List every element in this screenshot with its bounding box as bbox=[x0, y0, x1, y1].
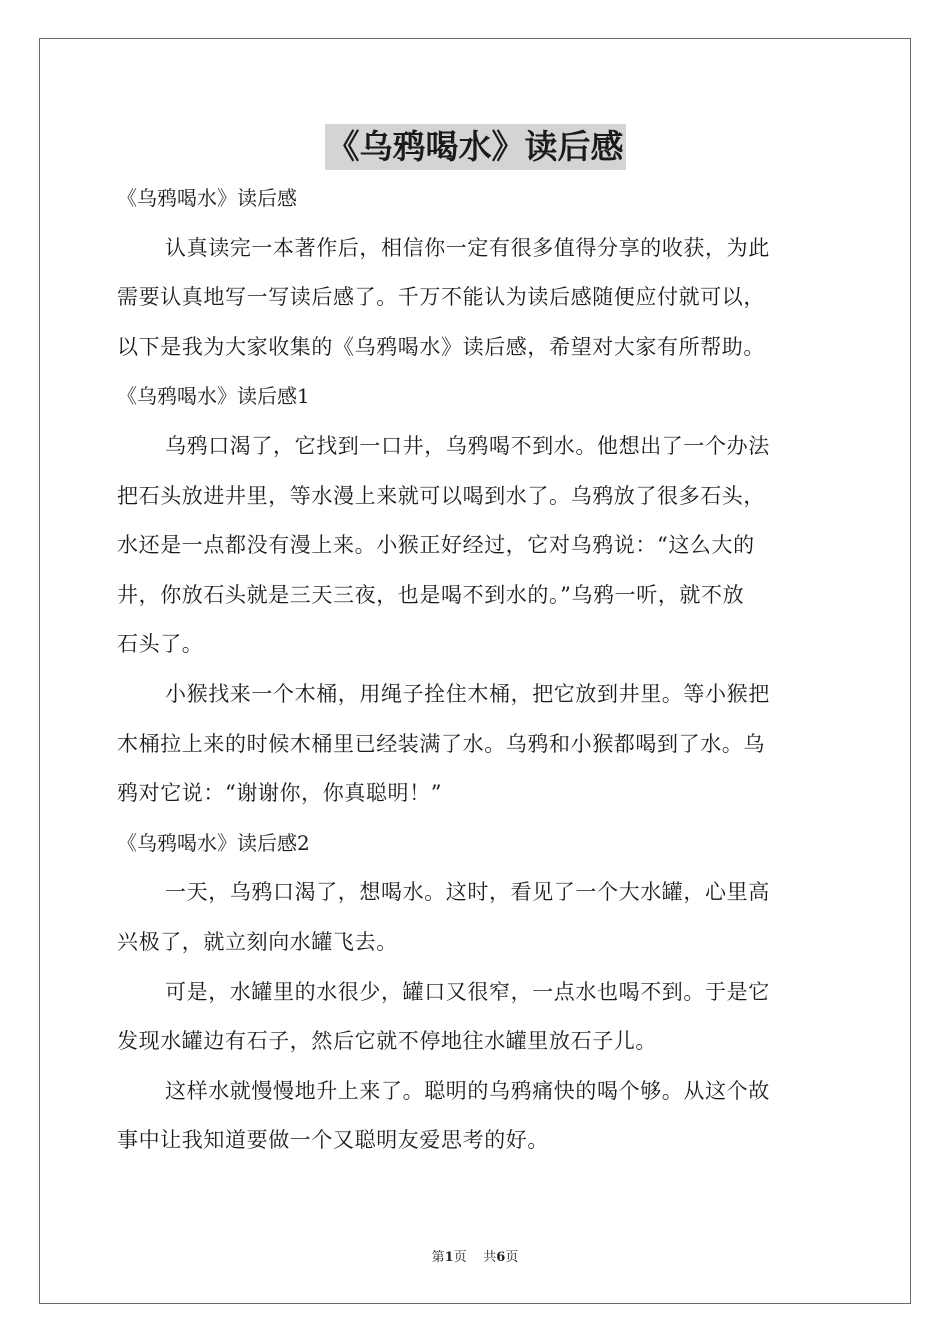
text-line: 可是，水罐里的水很少，罐口又很窄，一点水也喝不到。于是它 bbox=[165, 979, 770, 1004]
text-line: 需要认真地写一写读后感了。千万不能认为读后感随便应付就可以， bbox=[117, 285, 765, 310]
text-line: 认真读完一本著作后，相信你一定有很多值得分享的收获，为此 bbox=[165, 235, 770, 260]
page-total-count: 6 bbox=[496, 1250, 506, 1265]
section-heading: 《乌鸦喝水》读后感1 bbox=[117, 384, 310, 409]
page-number-prefix: 第 bbox=[431, 1250, 445, 1265]
text-line: 事中让我知道要做一个又聪明友爱思考的好。 bbox=[117, 1128, 549, 1153]
text-line: 鸦对它说：“谢谢你，你真聪明！” bbox=[117, 781, 443, 806]
text-line: 井，你放石头就是三天三夜，也是喝不到水的。”乌鸦一听，就不放 bbox=[117, 582, 745, 607]
text-line: 水还是一点都没有漫上来。小猴正好经过，它对乌鸦说：“这么大的 bbox=[117, 533, 755, 558]
page-total-suffix: 页 bbox=[505, 1250, 519, 1265]
text-line: 乌鸦口渴了，它找到一口井，乌鸦喝不到水。他想出了一个办法 bbox=[165, 433, 770, 458]
text-line: 兴极了，就立刻向水罐飞去。 bbox=[117, 929, 398, 954]
text-line: 木桶拉上来的时候木桶里已经装满了水。乌鸦和小猴都喝到了水。乌 bbox=[117, 731, 765, 756]
document-body bbox=[117, 174, 833, 1166]
text-line: 以下是我为大家收集的《乌鸦喝水》读后感，希望对大家有所帮助。 bbox=[117, 334, 765, 359]
text-line: 发现水罐边有石子，然后它就不停地往水罐里放石子儿。 bbox=[117, 1029, 657, 1054]
section-heading: 《乌鸦喝水》读后感 bbox=[117, 186, 297, 210]
text-line: 石头了。 bbox=[117, 632, 204, 657]
page-number-current: 1 bbox=[444, 1250, 454, 1265]
text-line: 把石头放进井里，等水漫上来就可以喝到水了。乌鸦放了很多石头， bbox=[117, 483, 765, 508]
page-title: 《乌鸦喝水》读后感 bbox=[325, 124, 626, 170]
section-heading: 《乌鸦喝水》读后感2 bbox=[117, 830, 310, 855]
page-number-suffix: 页 bbox=[453, 1250, 467, 1265]
text-line: 这样水就慢慢地升上来了。聪明的乌鸦痛快的喝个够。从这个故 bbox=[165, 1078, 770, 1103]
text-line: 小猴找来一个木桶，用绳子拴住木桶，把它放到井里。等小猴把 bbox=[165, 681, 770, 706]
page-total-prefix: 共 bbox=[483, 1250, 497, 1265]
page-footer bbox=[0, 1246, 950, 1265]
text-line: 一天，乌鸦口渴了，想喝水。这时，看见了一个大水罐，心里高 bbox=[165, 880, 770, 905]
title-container bbox=[0, 124, 950, 170]
